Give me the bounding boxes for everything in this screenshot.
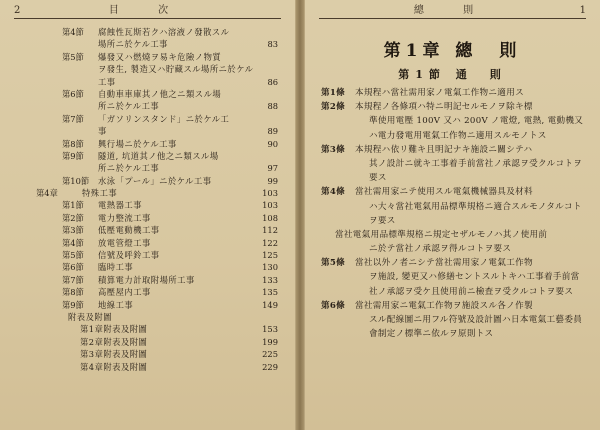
toc-row <box>18 38 280 50</box>
toc-title: 高壓屋内工事 <box>98 287 151 298</box>
toc-section-number: 第9節 <box>62 299 84 310</box>
left-page <box>0 0 296 430</box>
body-line <box>321 185 589 199</box>
toc-title: 信號及呼鈴工事 <box>98 250 160 261</box>
toc-page-number: 133 <box>262 274 278 285</box>
toc-title: 所ニ於ケル工事 <box>98 163 160 174</box>
left-page-number: 2 <box>14 5 21 16</box>
toc-section-number: 第1節 <box>62 200 84 211</box>
toc-title: 電熱器工事 <box>98 200 142 211</box>
article-text: 準使用電壓 100V 又ハ 200V ノ電燈, 電熱, 電動機又 <box>369 116 584 127</box>
toc-title: 附表及附圖 <box>68 311 112 322</box>
body-line <box>321 171 589 185</box>
article-number: 第4條 <box>321 187 346 198</box>
toc-row <box>18 138 280 150</box>
left-running-title: 目 次 <box>108 5 187 16</box>
body-line <box>321 299 589 313</box>
toc-row <box>18 299 280 311</box>
toc-row <box>18 311 280 323</box>
toc-section-number: 第7節 <box>62 113 84 124</box>
body-line <box>321 242 589 256</box>
toc-row <box>18 199 280 211</box>
toc-row <box>18 323 280 335</box>
toc-title: 地線工事 <box>98 299 134 310</box>
article-text: 本規程ハ當社需用家ノ電氣工作物ニ適用ス <box>355 88 524 98</box>
toc-title: 爆發又ハ燃燒ヲ易キ危險ノ物質 <box>98 51 222 62</box>
toc-page-number: 97 <box>267 163 278 174</box>
toc-section-number: 第6節 <box>62 88 84 99</box>
toc-section-number: 第8節 <box>62 138 84 149</box>
body-line <box>321 86 589 100</box>
article-number: 第1條 <box>321 88 346 98</box>
toc-title: 水泳「プール」ニ於ケル工事 <box>98 175 212 186</box>
body-line <box>321 327 589 341</box>
toc-row <box>18 361 280 373</box>
toc-row <box>18 224 280 236</box>
article-text: 當社電氣用品標準規格ニ規定セザルモノハ其ノ使用前 <box>335 229 548 240</box>
toc-page-number: 112 <box>262 225 278 236</box>
toc-page-number: 83 <box>267 39 278 50</box>
toc-page-number: 199 <box>262 336 278 347</box>
toc-title: 積算電力計取附場所工事 <box>98 274 195 285</box>
toc-title: 放電管燈工事 <box>98 237 151 248</box>
toc-row <box>18 274 280 286</box>
toc-title: 第1章附表及附圖 <box>80 324 148 335</box>
toc-page-number: 225 <box>262 349 278 360</box>
toc-section-number: 第10節 <box>62 175 90 186</box>
body-line <box>321 157 589 171</box>
toc-page-number: 125 <box>262 250 278 261</box>
toc-row <box>18 26 280 38</box>
toc-row <box>18 212 280 224</box>
article-text: ニ於テ當社ノ承認ヲ得ルコトヲ要ス <box>369 244 512 255</box>
toc-row <box>18 175 280 187</box>
toc-page-number: 130 <box>262 262 278 273</box>
right-page <box>304 0 600 430</box>
table-of-contents <box>18 26 280 373</box>
toc-title: 腐蝕性瓦斯若クハ溶液ノ發散スル <box>98 27 230 37</box>
right-running-title: 總 則 <box>413 5 492 16</box>
article-text: ハ大々當社電氣用品標準規格ニ適合スルモノタルコト <box>369 201 582 212</box>
toc-row <box>18 63 280 75</box>
article-text: 當社以外ノ者ニシテ當社需用家ノ電氣工作物 <box>355 258 533 269</box>
body-line <box>321 214 589 228</box>
toc-row <box>18 249 280 261</box>
toc-row <box>18 261 280 273</box>
toc-section-number: 第4節 <box>62 27 84 37</box>
toc-page-number: 153 <box>262 324 278 335</box>
toc-row <box>18 88 280 100</box>
toc-title: 自動車車庫其ノ他之ニ類スル場 <box>98 88 222 99</box>
toc-row <box>18 125 280 137</box>
toc-page-number: 90 <box>267 138 278 149</box>
toc-section-number: 第3節 <box>62 225 84 236</box>
toc-row <box>18 286 280 298</box>
toc-row <box>18 187 280 199</box>
body-line <box>321 270 589 284</box>
body-line <box>321 228 589 242</box>
toc-chapter-number: 第4章 <box>36 188 58 199</box>
toc-page-number: 99 <box>267 175 278 186</box>
article-text: ハ電力發電用電氣工作物ニ適用スルモノトス <box>369 130 547 141</box>
toc-page-number: 103 <box>262 200 278 211</box>
toc-page-number: 88 <box>267 101 278 112</box>
toc-page-number: 86 <box>267 76 278 87</box>
toc-section-number: 第5節 <box>62 250 84 261</box>
toc-row <box>18 336 280 348</box>
right-page-number: 1 <box>579 5 586 16</box>
toc-section-number: 第5節 <box>62 51 84 62</box>
book-gutter <box>296 0 304 430</box>
toc-row <box>18 162 280 174</box>
toc-section-number: 第6節 <box>62 262 84 273</box>
article-text: 本規程ノ各條項ハ特ニ明記セルモノヲ除キ標 <box>355 102 533 113</box>
toc-title: 「ガソリンスタンド」ニ於ケル工 <box>98 113 230 124</box>
toc-row <box>18 51 280 63</box>
body-line <box>321 129 589 143</box>
body-line <box>321 143 589 157</box>
toc-title: 隧道, 坑道其ノ他之ニ類スル場 <box>98 150 219 161</box>
body-line <box>321 285 589 299</box>
body-text <box>321 86 589 341</box>
toc-section-number: 第8節 <box>62 287 84 298</box>
toc-title: ヲ發生, 製造又ハ貯藏スル場所ニ於ケル <box>98 64 254 75</box>
toc-row <box>18 100 280 112</box>
article-text: 本規程ハ依リ難キ且明記ナキ施設ニ關シテハ <box>355 144 533 155</box>
chapter-heading: 第1章 總 則 <box>383 41 522 61</box>
toc-page-number: 108 <box>262 212 278 223</box>
body-line <box>321 200 589 214</box>
toc-row <box>18 150 280 162</box>
body-line <box>321 114 589 128</box>
article-text: 當社需用家ニテ使用スル電氣機械器具及材料 <box>355 187 533 198</box>
body-line <box>321 100 589 114</box>
toc-title: 所ニ於ケル工事 <box>98 101 160 112</box>
toc-row <box>18 348 280 360</box>
toc-page-number: 229 <box>262 361 278 372</box>
article-text: ヲ要ス <box>369 215 396 226</box>
article-number: 第6條 <box>321 300 346 311</box>
article-text: 其ノ設計ニ就キ工事着手前當社ノ承認ヲ受クルコトヲ <box>369 158 583 169</box>
left-running-head <box>14 4 281 19</box>
article-text: 會制定ノ標準ニ依ルヲ原則トス <box>369 329 494 340</box>
toc-page-number: 135 <box>262 287 278 298</box>
toc-title: 第2章附表及附圖 <box>80 336 148 347</box>
body-line <box>321 313 589 327</box>
toc-title: 工事 <box>98 76 116 87</box>
section-heading: 第1節 通 則 <box>398 68 507 81</box>
article-text: 社ノ承認ヲ受ケ且使用前ニ檢査ヲ受クルコトヲ要ス <box>369 286 574 297</box>
article-text: スル配線圖ニ用フル符號及設計圖ハ日本電氣工藝委員 <box>369 315 583 325</box>
toc-page-number: 149 <box>262 299 278 310</box>
toc-section-number: 第7節 <box>62 274 84 285</box>
article-text: 要ス <box>369 173 387 184</box>
toc-title: 場所ニ於ケル工事 <box>98 39 168 50</box>
article-number: 第5條 <box>321 258 346 269</box>
article-text: 當社需用家ニ電氣工作物ヲ施設スル各ノ作製 <box>355 300 533 311</box>
right-running-head <box>319 4 586 19</box>
toc-page-number: 103 <box>262 188 278 199</box>
toc-title: 低壓電動機工事 <box>98 225 160 236</box>
article-number: 第2條 <box>321 102 346 113</box>
body-line <box>321 256 589 270</box>
toc-section-number: 第4節 <box>62 237 84 248</box>
toc-row <box>18 113 280 125</box>
toc-title: 電力整流工事 <box>98 212 151 223</box>
toc-page-number: 89 <box>267 126 278 137</box>
toc-title: 臨時工事 <box>98 262 134 273</box>
toc-title: 事 <box>98 126 107 137</box>
toc-section-number: 第2節 <box>62 212 84 223</box>
toc-section-number: 第9節 <box>62 150 84 161</box>
toc-title: 第4章附表及附圖 <box>80 361 148 372</box>
toc-title: 興行場ニ於ケル工事 <box>98 138 177 149</box>
toc-row <box>18 237 280 249</box>
article-number: 第3條 <box>321 144 346 155</box>
toc-page-number: 122 <box>262 237 278 248</box>
toc-row <box>18 76 280 88</box>
article-text: ヲ施設, 變更又ハ修繕セントスルトキハ工事着手前當 <box>369 272 580 283</box>
toc-title: 第3章附表及附圖 <box>80 349 148 360</box>
toc-title: 特殊工事 <box>82 188 118 199</box>
